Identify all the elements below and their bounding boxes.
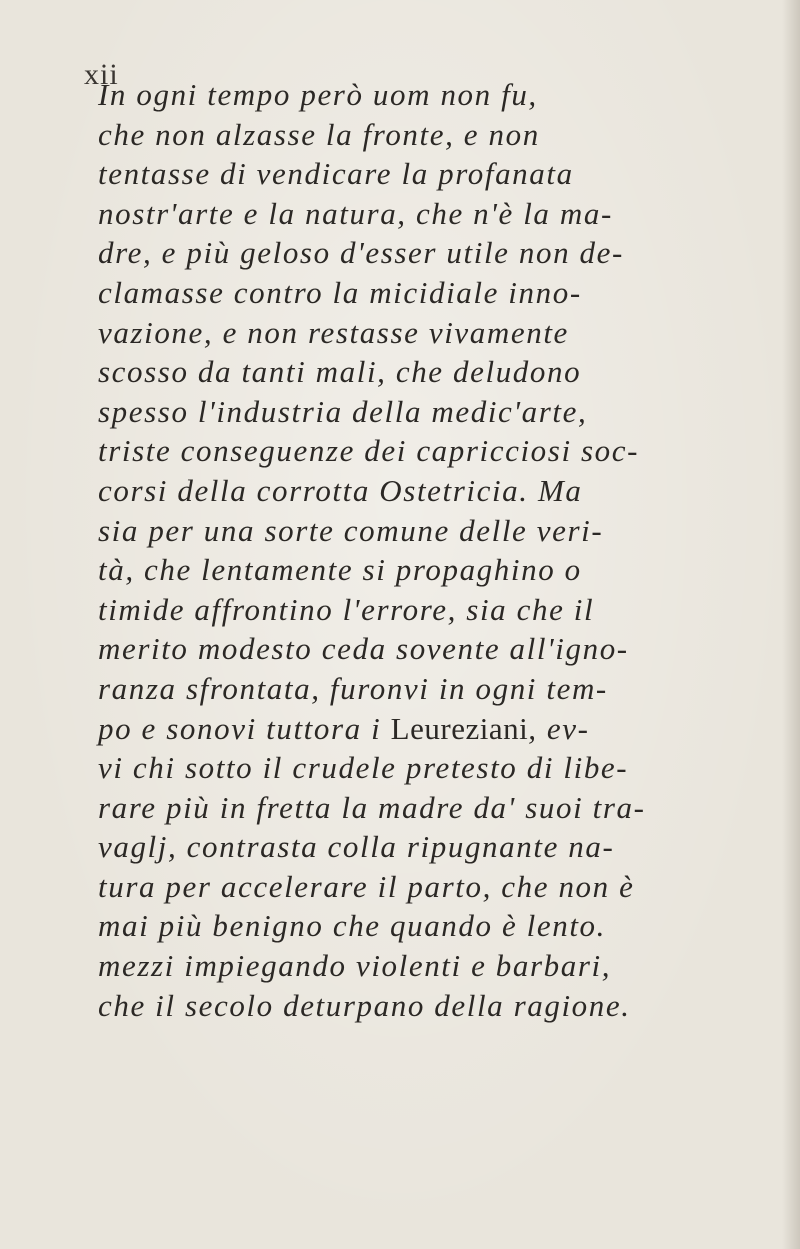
- text-line: che non alzasse la fronte, e non: [98, 116, 540, 152]
- text-line: vazione, e non restasse vivamente: [98, 314, 569, 350]
- text-line: sia per una sorte comune delle veri-: [98, 512, 604, 548]
- text-line: merito modesto ceda sovente all'igno-: [98, 631, 629, 667]
- text-line: nostr'arte e la natura, che n'è la ma-: [98, 195, 613, 231]
- text-line: timide affrontino l'errore, sia che il: [98, 591, 595, 627]
- text-line: mezzi impiegando violenti e barbari,: [98, 948, 612, 984]
- name-leureziani: Leureziani: [390, 710, 529, 746]
- text-line: che il secolo deturpano della ragione.: [98, 987, 631, 1023]
- page-number: xii: [84, 58, 119, 91]
- text-line: corsi della corrotta Ostetricia. Ma: [98, 472, 583, 508]
- text-line: clamasse contro la micidiale inno-: [98, 274, 582, 310]
- text-segment: po e sonovi tuttora i: [98, 710, 382, 746]
- text-line: ranza sfrontata, furonvi in ogni tem-: [98, 670, 608, 706]
- text-line: In ogni tempo però uom non fu,: [98, 77, 538, 112]
- text-line: tura per accelerare il parto, che non è: [98, 868, 635, 904]
- text-line: mai più benigno che quando è lento.: [98, 908, 606, 944]
- text-line: tentasse di vendicare la profanata: [98, 156, 574, 192]
- text-line: spesso l'industria della medic'arte,: [98, 393, 588, 429]
- text-line: dre, e più geloso d'esser utile non de-: [98, 235, 624, 271]
- body-text: [98, 75, 778, 1025]
- text-line: vaglj, contrasta colla ripugnante na-: [98, 829, 615, 865]
- text-line: vi chi sotto il crudele pretesto di libe-: [98, 750, 629, 786]
- text-line: rare più in fretta la madre da' suoi tra-: [98, 789, 646, 825]
- page-edge-shadow: [782, 0, 800, 1249]
- text-line: scosso da tanti mali, che deludono: [98, 354, 582, 390]
- text-line-mixed: [98, 709, 778, 749]
- text-line: tà, che lentamente si propaghino o: [98, 552, 582, 588]
- text-segment: , ev-: [528, 710, 590, 746]
- text-line: triste conseguenze dei capricciosi soc-: [98, 433, 640, 469]
